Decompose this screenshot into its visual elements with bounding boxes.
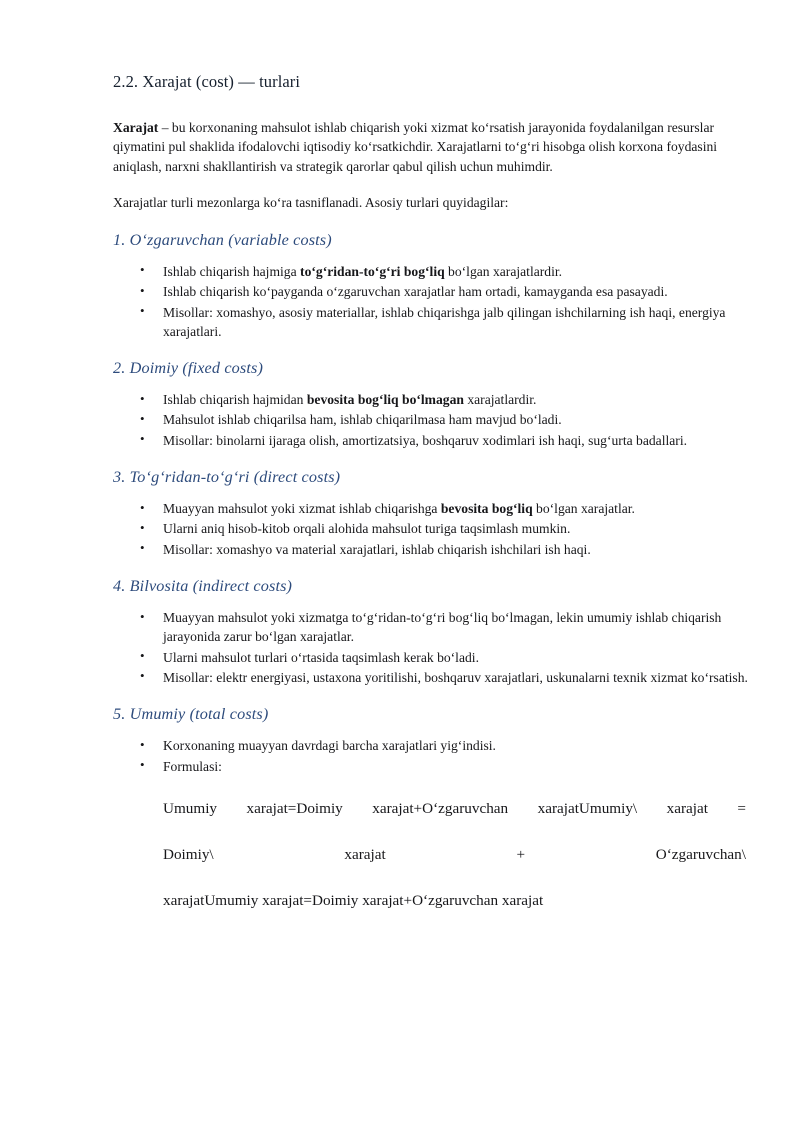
bullet-list-2 xyxy=(113,390,753,450)
bullet-text xyxy=(163,305,725,339)
bullet-list-3 xyxy=(113,499,753,559)
bullet-bold: bevosita bog‘liq xyxy=(440,501,533,517)
section-heading-5: 5. Umumiy (total costs) xyxy=(113,705,269,724)
list-item xyxy=(113,519,753,538)
bullet-pre: Formulasi: xyxy=(163,758,222,774)
list-item xyxy=(113,648,753,667)
list-item xyxy=(113,757,753,776)
section-variable-costs xyxy=(113,230,753,341)
bullet-text xyxy=(163,738,496,753)
bullet-text xyxy=(163,670,748,685)
bullet-bold: to‘g‘ridan-to‘g‘ri bog‘liq xyxy=(300,263,445,279)
section-heading-3: 3. To‘g‘ridan-to‘g‘ri (direct costs) xyxy=(113,468,341,487)
bullet-post: bo‘lgan xarajatlar. xyxy=(532,501,635,517)
bullet-text xyxy=(163,501,635,516)
list-item xyxy=(113,282,753,301)
bullet-text xyxy=(163,650,479,665)
bullet-pre: Misollar: xomashyo va material xarajatlari, ishlab chiqarish ishchilari ish haqi. xyxy=(163,541,591,557)
section-direct-costs xyxy=(113,467,753,559)
section-total-costs xyxy=(113,704,753,912)
section-heading-1: 1. O‘zgaruvchan (variable costs) xyxy=(113,230,332,249)
list-item xyxy=(113,410,753,429)
list-item xyxy=(113,540,753,559)
list-item xyxy=(113,262,753,281)
bullet-text xyxy=(163,542,591,557)
bullet-list-4 xyxy=(113,608,753,687)
bullet-list-1 xyxy=(113,262,753,341)
page-title: 2.2. Xarajat (cost) — turlari xyxy=(113,72,301,91)
intro-paragraph xyxy=(113,118,753,177)
bullet-pre: Misollar: xomashyo, asosiy materiallar, ishlab chiqarishga jalb qilingan ishchilarning ish haqi, energiya xarajatlari. xyxy=(163,304,726,339)
bullet-pre: Muayyan mahsulot yoki xizmatga to‘g‘ridan-to‘g‘ri bog‘liq bo‘lmagan, lekin umumiy ishlab chiqarish jarayonida zarur bo‘lgan xarajatlar. xyxy=(163,610,722,645)
intro-lead-term: Xarajat xyxy=(113,119,159,135)
bullet-text xyxy=(163,284,668,299)
formula-block xyxy=(163,797,746,912)
list-item xyxy=(113,303,753,342)
bullet-post: bo‘lgan xarajatlardir. xyxy=(444,263,563,279)
section-heading-2: 2. Doimiy (fixed costs) xyxy=(113,359,263,378)
formula-line-1: Umumiy xarajat=Doimiy xarajat+O‘zgaruvchan xarajatUmumiy\ xarajat = xyxy=(163,799,746,817)
classification-paragraph: Xarajatlar turli mezonlarga ko‘ra tasniflanadi. Asosiy turlari quyidagilar: xyxy=(113,195,509,211)
formula-line-3: xarajatUmumiy xarajat=Doimiy xarajat+O‘zgaruvchan xarajat xyxy=(163,892,544,910)
list-item xyxy=(113,431,753,450)
formula-line-2: Doimiy\ xarajat + O‘zgaruvchan\ xyxy=(163,846,746,864)
bullet-text xyxy=(163,521,570,536)
bullet-pre: Ishlab chiqarish hajmiga xyxy=(163,263,301,279)
list-item xyxy=(113,499,753,518)
list-item xyxy=(113,608,753,647)
bullet-pre: Misollar: elektr energiyasi, ustaxona yoritilishi, boshqaruv xarajatlari, uskunalarni texnik xizmat ko‘rsatish. xyxy=(163,669,748,685)
list-item xyxy=(113,668,753,687)
bullet-text xyxy=(163,264,562,279)
bullet-pre: Misollar: binolarni ijaraga olish, amortizatsiya, boshqaruv xodimlari ish haqi, sug‘urta badallari. xyxy=(163,432,687,448)
bullet-bold: bevosita bog‘liq bo‘lmagan xyxy=(306,392,464,408)
section-heading-4: 4. Bilvosita (indirect costs) xyxy=(113,577,293,596)
bullet-text xyxy=(163,610,721,644)
bullet-text xyxy=(163,392,536,407)
section-indirect-costs xyxy=(113,576,753,687)
bullet-pre: Ularni mahsulot turlari o‘rtasida taqsimlash kerak bo‘ladi. xyxy=(163,649,479,665)
bullet-list-5 xyxy=(113,736,753,776)
bullet-text xyxy=(163,759,222,774)
list-item xyxy=(113,390,753,409)
bullet-text xyxy=(163,412,562,427)
list-item xyxy=(113,736,753,755)
bullet-text xyxy=(163,433,687,448)
bullet-pre: Ishlab chiqarish ko‘payganda o‘zgaruvchan xarajatlar ham ortadi, kamayganda esa pasayadi. xyxy=(163,284,668,300)
document-content xyxy=(113,72,753,929)
bullet-pre: Ishlab chiqarish hajmidan xyxy=(163,392,307,408)
bullet-pre: Ularni aniq hisob-kitob orqali alohida mahsulot turiga taqsimlash mumkin. xyxy=(163,521,571,537)
section-fixed-costs xyxy=(113,358,753,450)
bullet-pre: Mahsulot ishlab chiqarilsa ham, ishlab chiqarilmasa ham mavjud bo‘ladi. xyxy=(163,412,562,428)
bullet-pre: Korxonaning muayyan davrdagi barcha xarajatlari yig‘indisi. xyxy=(163,738,496,754)
bullet-pre: Muayyan mahsulot yoki xizmat ishlab chiqarishga xyxy=(163,501,441,517)
bullet-post: xarajatlardir. xyxy=(463,392,537,408)
intro-paragraph-body: – bu korxonaning mahsulot ishlab chiqarish yoki xizmat ko‘rsatish jarayonida foydalanilgan resurslar qiymatini pul shaklida ifodalovchi iqtisodiy ko‘rsatkichdir. Xarajatlarni to‘g‘ri hisobga olish korxona foydasini aniqlash, narxni shakllantirish va strategik qarorlar qabul qilish uchun muhimdir. xyxy=(113,119,718,174)
